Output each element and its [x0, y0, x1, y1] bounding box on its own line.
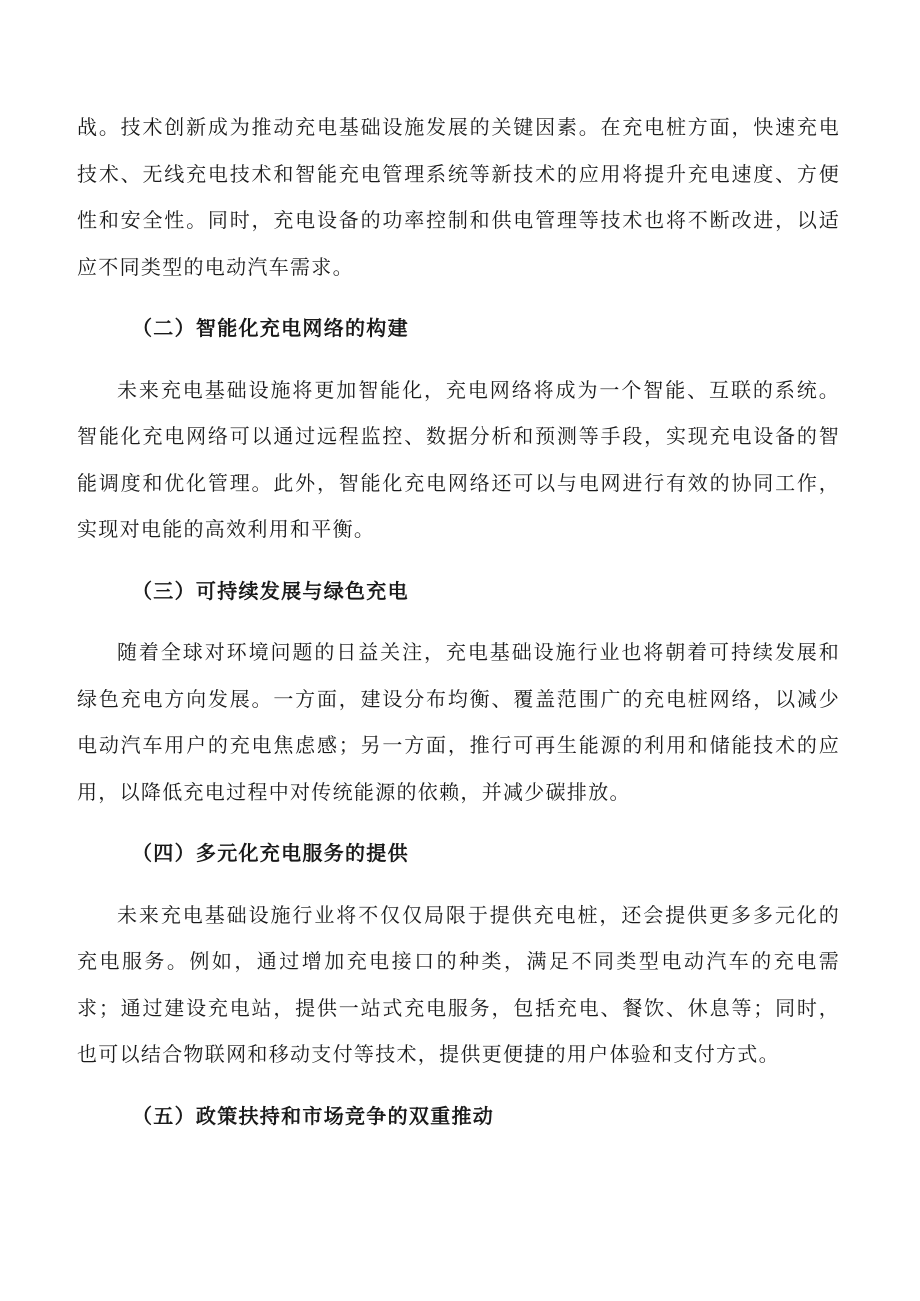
paragraph-sustainable-green: 随着全球对环境问题的日益关注，充电基础设施行业也将朝着可持续发展和绿色充电方向发展。一方面，建设分布均衡、覆盖范围广的充电桩网络，以减少电动汽车用户的充电焦虑感；另一方面，推行可再生能源的利用和储能技术的应用，以降低充电过程中对传统能源的依赖，并减少碳排放。 [77, 640, 840, 804]
paragraph-smart-network: 未来充电基础设施将更加智能化，充电网络将成为一个智能、互联的系统。智能化充电网络可以通过远程监控、数据分析和预测等手段，实现充电设备的智能调度和优化管理。此外，智能化充电网络还可以与电网进行有效的协同工作，实现对电能的高效利用和平衡。 [77, 377, 840, 541]
heading-diversified-services: （四）多元化充电服务的提供 [132, 841, 409, 865]
heading-sustainable-green: （三）可持续发展与绿色充电 [132, 578, 409, 603]
heading-smart-network: （二）智能化充电网络的构建 [132, 316, 409, 340]
paragraph-tech-innovation: 战。技术创新成为推动充电基础设施发展的关键因素。在充电桩方面，快速充电技术、无线充电技术和智能充电管理系统等新技术的应用将提升充电速度、方便性和安全性。同时，充电设备的功率控制和供电管理等技术也将不断改进，以适应不同类型的电动汽车需求。 [77, 115, 840, 279]
heading-policy-market: （五）政策扶持和市场竞争的双重推动 [132, 1103, 495, 1128]
paragraph-diversified-services: 未来充电基础设施行业将不仅仅局限于提供充电桩，还会提供更多多元化的充电服务。例如，通过增加充电接口的种类，满足不同类型电动汽车的充电需求；通过建设充电站，提供一站式充电服务，包括充电、餐饮、休息等；同时，也可以结合物联网和移动支付等技术，提供更便捷的用户体验和支付方式。 [77, 902, 840, 1066]
